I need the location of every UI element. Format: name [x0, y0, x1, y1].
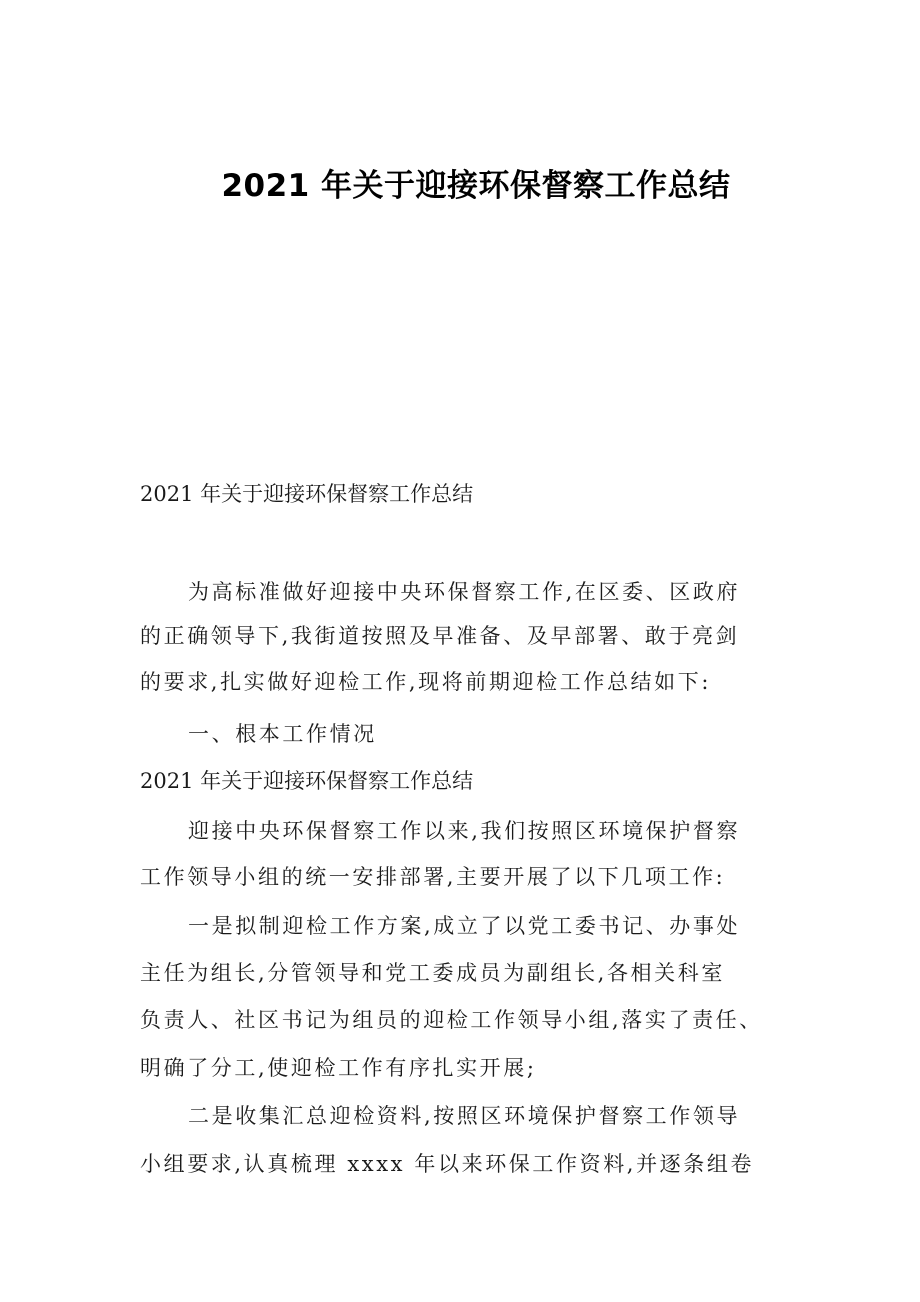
paragraph-line: 为高标准做好迎接中央环保督察工作,在区委、区政府 [188, 580, 741, 604]
repeated-title-line: 2021 年关于迎接环保督察工作总结 [140, 769, 474, 793]
paragraph-line: 迎接中央环保督察工作以来,我们按照区环境保护督察 [188, 819, 741, 843]
paragraph-line: 的要求,扎实做好迎检工作,现将前期迎检工作总结如下: [140, 670, 712, 694]
paragraph-line: 工作领导小组的统一安排部署,主要开展了以下几项工作: [140, 865, 726, 889]
document-title: 2021 年关于迎接环保督察工作总结 [221, 168, 731, 204]
paragraph-line: 的正确领导下,我街道按照及早准备、及早部署、敢于亮剑 [140, 624, 740, 648]
paragraph-line: 二是收集汇总迎检资料,按照区环境保护督察工作领导 [188, 1104, 741, 1128]
paragraph-line: 明确了分工,使迎检工作有序扎实开展; [140, 1056, 537, 1080]
paragraph-line: 主任为组长,分管领导和党工委成员为副组长,各相关科室 [140, 961, 725, 985]
document-subtitle: 2021 年关于迎接环保督察工作总结 [140, 482, 474, 506]
section-heading: 一、根本工作情况 [188, 722, 377, 746]
paragraph-line: 小组要求,认真梳理 xxxx 年以来环保工作资料,并逐条组卷 [140, 1152, 755, 1176]
paragraph-line: 一是拟制迎检工作方案,成立了以党工委书记、办事处 [188, 914, 741, 938]
paragraph-line: 负责人、社区书记为组员的迎检工作领导小组,落实了责任、 [140, 1008, 763, 1032]
